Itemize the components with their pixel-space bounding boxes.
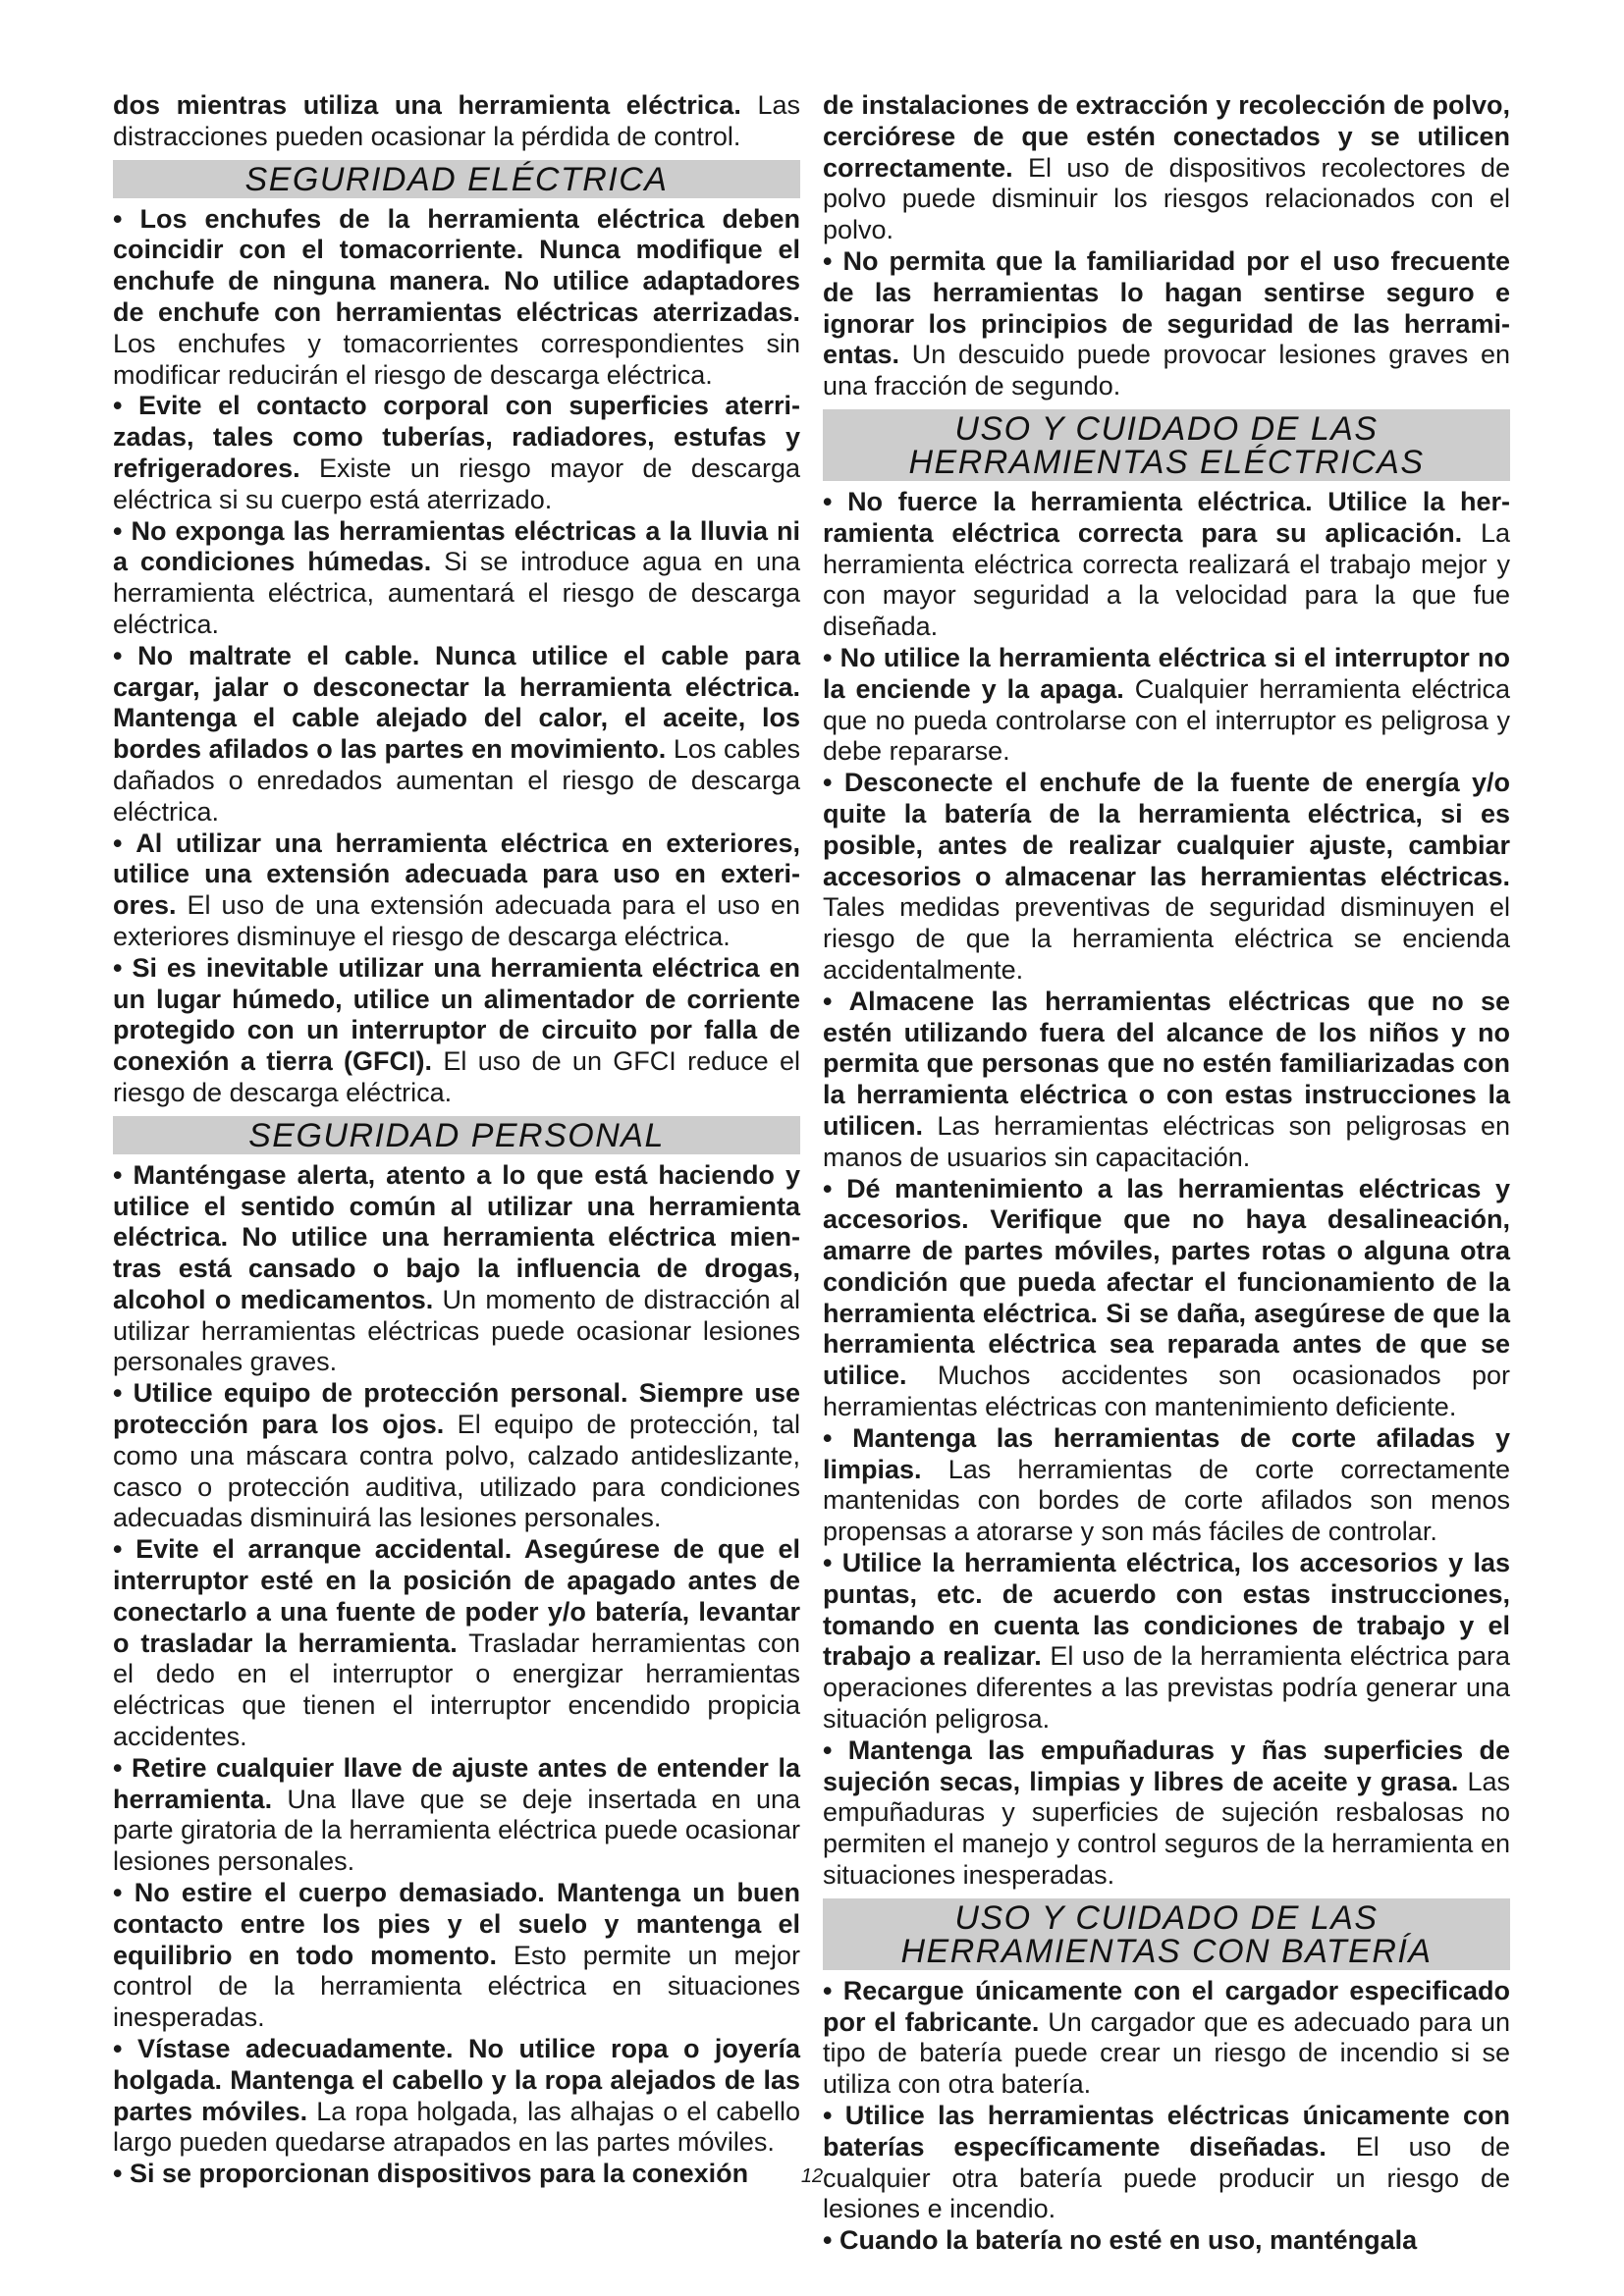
- left-intro-paragraph: dos mientras utiliza una herramienta eléctrica. Las distracciones pueden ocasionar la pérdida de control.: [113, 90, 800, 151]
- section-heading-line: USO Y CUIDADO DE LAS: [954, 1898, 1379, 1937]
- list-item: • Almacene las herramientas eléctricas que no se estén utilizando fuera del alcance de los niños y no permita que personas que no estén familiarizadas con la herramienta eléctrica o con estas instrucciones la utilicen. Las herramientas eléctricas son peligrosas en manos de usuarios sin capacitación.: [823, 987, 1510, 1174]
- list-item: • No fuerce la herramienta eléctrica. Utilice la herramienta eléctrica correcta para su aplicación. La herramienta eléctrica correcta realizará el trabajo mejor y con mayor seguridad a la velocidad para la que fue diseñada.: [823, 487, 1510, 643]
- section-heading-battery-tool-use-care: [823, 1898, 1510, 1970]
- list-item: • Dé mantenimiento a las herramientas eléctricas y accesorios. Verifique que no haya desalineación, amarre de partes móviles, partes rotas o alguna otra condición que pueda afectar el funcionamiento de la herramienta eléctrica. Si se daña, asegúrese de que la herramienta eléctrica sea reparada antes de que se utilice. Muchos accidentes son ocasionados por herramientas eléctricas con mantenimiento deficiente.: [823, 1174, 1510, 1423]
- list-item: • Evite el arranque accidental. Asegúrese de que el interruptor esté en la posición de apagado antes de conectarlo a una fuente de poder y/o batería, levantar o trasladar la herramienta. Trasladar herramientas con el dedo en el interruptor o energizar herramientas eléctricas que tienen el interruptor encendido propicia accidentes.: [113, 1534, 800, 1753]
- list-item: • Manténgase alerta, atento a lo que está haciendo y utilice el sentido común al utilizar una herramienta eléctrica. No utilice una herramienta eléctrica mientras está cansado o bajo la influencia de drogas, alcohol o medicamentos. Un momento de distracción al utilizar herramientas eléctricas puede ocasionar lesiones personales graves.: [113, 1160, 800, 1379]
- right-column: [823, 90, 1510, 2257]
- list-item: • Si es inevitable utilizar una herramienta eléctrica en un lugar húmedo, utilice un alimentador de corriente protegido con un interruptor de circuito por falla de conexión a tierra (GFCI). El uso de un GFCI reduce el riesgo de descarga eléctrica.: [113, 953, 800, 1109]
- list-item: • Utilice la herramienta eléctrica, los accesorios y las puntas, etc. de acuerdo con estas instrucciones, tomando en cuenta las condiciones de trabajo y el trabajo a realizar. El uso de la herramienta eléctrica para operaciones diferentes a las previstas podría generar una situación peligrosa.: [823, 1548, 1510, 1735]
- list-item: • Al utilizar una herramienta eléctrica en exteriores, utilice una extensión adecuada para uso en exteriores. El uso de una extensión adecuada para el uso en exteriores disminuye el riesgo de descarga eléctrica.: [113, 828, 800, 953]
- section-heading-line: HERRAMIENTAS ELÉCTRICAS: [908, 443, 1425, 481]
- list-item: • Recargue únicamente con el cargador especificado por el fabricante. Un cargador que es adecuado para un tipo de batería puede crear un riesgo de incendio si se utiliza con otra batería.: [823, 1976, 1510, 2101]
- list-item: • Evite el contacto corporal con superficies aterrizadas, tales como tuberías, radiadores, estufas y refrigeradores. Existe un riesgo mayor de descarga eléctrica si su cuerpo está aterrizado.: [113, 391, 800, 515]
- battery-tool-use-care-list: [823, 1976, 1510, 2257]
- list-item: • No estire el cuerpo demasiado. Mantenga un buen contacto entre los pies y el suelo y mantenga el equilibrio en todo momento. Esto permite un mejor control de la herramienta eléctrica en situaciones inesperadas.: [113, 1878, 800, 2034]
- electrical-safety-list: [113, 204, 800, 1109]
- list-item: • Vístase adecuadamente. No utilice ropa o joyería holgada. Mantenga el cabello y la ropa alejados de las partes móviles. La ropa holgada, las alhajas o el cabello largo pueden quedarse atrapados en las partes móviles.: [113, 2034, 800, 2159]
- list-item: • No permita que la familiaridad por el uso frecuente de las herramientas lo hagan sentirse seguro e ignorar los principios de seguridad de las herramientas. Un descuido puede provocar lesiones graves en una fracción de segundo.: [823, 246, 1510, 402]
- list-item: • No utilice la herramienta eléctrica si el interruptor no la enciende y la apaga. Cualquier herramienta eléctrica que no pueda controlarse con el interruptor es peligrosa y debe repararse.: [823, 643, 1510, 768]
- page-number: 12: [800, 2165, 824, 2187]
- section-heading-power-tool-use-care: [823, 409, 1510, 481]
- list-item: • Retire cualquier llave de ajuste antes de entender la herramienta. Una llave que se deje insertada en una parte giratoria de la herramienta eléctrica puede ocasionar lesiones personales.: [113, 1753, 800, 1878]
- section-heading-line: USO Y CUIDADO DE LAS: [954, 409, 1379, 448]
- left-column: [113, 90, 800, 2190]
- list-item: • Los enchufes de la herramienta eléctrica deben coincidir con el tomacorriente. Nunca modifique el enchufe de ninguna manera. No utilice adaptadores de enchufe con herramientas eléctricas aterrizadas. Los enchufes y tomacorrientes correspondientes sin modificar reducirán el riesgo de descarga eléctrica.: [113, 204, 800, 392]
- list-item: • Si se proporcionan dispositivos para la conexión: [113, 2159, 800, 2190]
- list-item: • Utilice equipo de protección personal. Siempre use protección para los ojos. El equipo de protección, tal como una máscara contra polvo, calzado antideslizante, casco o protección auditiva, utilizado para condiciones adecuadas disminuirá las lesiones personales.: [113, 1378, 800, 1534]
- power-tool-use-care-list: [823, 487, 1510, 1892]
- personal-safety-list: [113, 1160, 800, 2190]
- right-intro-paragraph: de instalaciones de extracción y recolección de polvo, cerciórese de que estén conectados y se utilicen correctamente. El uso de dispositivos recolectores de polvo puede disminuir los riesgos relacionados con el polvo.: [823, 90, 1510, 245]
- list-item: • Utilice las herramientas eléctricas únicamente con baterías específicamente diseñadas. El uso de cualquier otra batería puede producir un riesgo de lesiones e incendio.: [823, 2101, 1510, 2225]
- section-heading-personal-safety: SEGURIDAD PERSONAL: [113, 1116, 800, 1154]
- list-item: • Mantenga las herramientas de corte afiladas y limpias. Las herramientas de corte correctamente mantenidas con bordes de corte afilados son menos propensas a atorarse y son más fáciles de controlar.: [823, 1423, 1510, 1548]
- list-item: • Desconecte el enchufe de la fuente de energía y/o quite la batería de la herramienta eléctrica, si es posible, antes de realizar cualquier ajuste, cambiar accesorios o almacenar las herramientas eléctricas. Tales medidas preventivas de seguridad disminuyen el riesgo de que la herramienta eléctrica se encienda accidentalmente.: [823, 768, 1510, 987]
- section-heading-electrical-safety: SEGURIDAD ELÉCTRICA: [113, 160, 800, 198]
- list-item: • No exponga las herramientas eléctricas a la lluvia ni a condiciones húmedas. Si se introduce agua en una herramienta eléctrica, aumentará el riesgo de descarga eléctrica.: [113, 516, 800, 641]
- list-item: • No maltrate el cable. Nunca utilice el cable para cargar, jalar o desconectar la herramienta eléctrica. Mantenga el cable alejado del calor, el aceite, los bordes afilados o las partes en movimiento. Los cables dañados o enredados aumentan el riesgo de descarga eléctrica.: [113, 641, 800, 828]
- list-item: • Cuando la batería no esté en uso, manténgala: [823, 2225, 1510, 2257]
- section-heading-line: HERRAMIENTAS CON BATERÍA: [900, 1932, 1433, 1970]
- list-item: • Mantenga las empuñaduras y ñas superficies de sujeción secas, limpias y libres de aceite y grasa. Las empuñaduras y superficies de sujeción resbalosas no permiten el manejo y control seguros de la herramienta en situaciones inesperadas.: [823, 1735, 1510, 1892]
